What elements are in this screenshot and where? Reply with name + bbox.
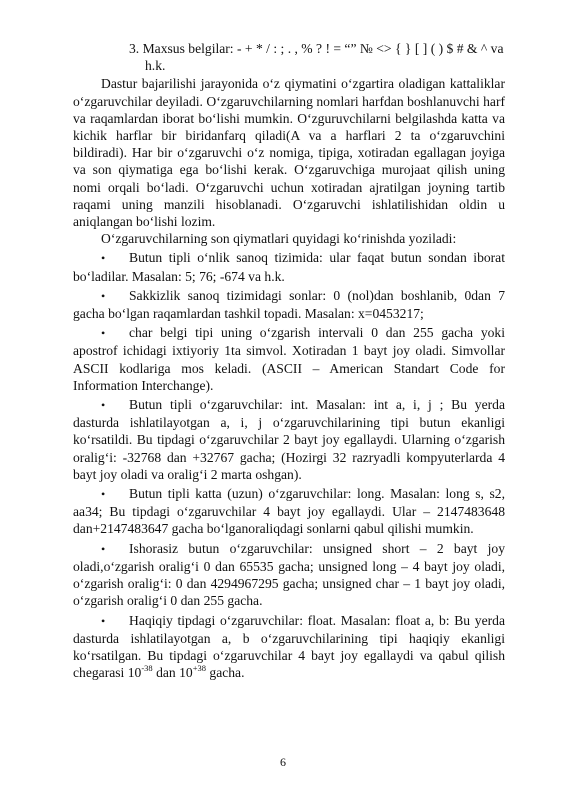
list-item-text: Sakkizlik sanoq tizimidagi sonlar: 0 (nol)dan boshlanib, 0dan 7 gacha bo‘lgan raqamlardan tashkil topadi. Masalan: x=0453217; xyxy=(73,287,505,322)
bullet-icon: • xyxy=(101,251,106,266)
bullet-icon: • xyxy=(101,326,106,341)
exponent-min: -38 xyxy=(141,663,153,674)
page-number: 6 xyxy=(280,755,286,769)
list-item xyxy=(73,324,505,394)
page-content xyxy=(73,40,505,681)
list-item-text-end: gacha. xyxy=(206,665,245,681)
special-symbols-item: 3. Maxsus belgilar: - + * / : ; . , % ? ! = “” № <> { } [ ] ( ) $ # & ^ va h.k. xyxy=(129,41,504,74)
list-item-text: Butun tipli o‘zgaruvchilar: int. Masalan: int a, i, j ; Bu yerda dasturda ishlatilayotgan a, i, j o‘zgaruvchilarining tipi butun ekanligi ko‘rsatildi. Bu tipdagi o‘zgaruvchilar 2 bayt joy egallaydi. Ularning o‘zgarish oralig‘i: -32768 dan +32767 gacha; (Hozirgi 32 razryadli kompyuterlarda 4 bayt joy oladi va oralig‘i 2 marta oshgan). xyxy=(73,397,505,482)
bullet-icon: • xyxy=(101,288,106,303)
list-item xyxy=(73,287,505,322)
bullet-icon: • xyxy=(101,398,106,413)
list-item xyxy=(73,249,505,284)
paragraph-variables-definition: Dastur bajarilishi jarayonida o‘z qiymatini o‘zgartira oladigan kattaliklar o‘zgaruvchilar deyiladi. O‘zgaruvchilarning nomlari harfdan boshlanuvchi harf va raqamlardan iborat bo‘lishi mumkin. O‘zguruvchilarni belgilashda katta va kichik harflar bir biridanfarq qiladi(A va a harflari 2 ta o‘zgaruvchini bildiradi). Har bir o‘zgaruvchi o‘z nomiga, tipiga, xotiradan egallagan joyiga va son qiymatiga ega bo‘lishi kerak. O‘zgaruvchiga murojaat qilish uning nomi orqali bo‘ladi. O‘zgaruvchi uchun xotiradan ajratilgan joyning tartib raqami uning manzili hisoblanadi. O‘zgaruvchi ishlatilishidan oldin u aniqlangan bo‘lishi lozim. xyxy=(73,76,505,230)
list-item-text: Butun tipli katta (uzun) o‘zgaruvchilar: long. Masalan: long s, s2, aa34; Bu tipdagi o‘zgaruvchilar 4 bayt joy egallaydi. Ular – 2147483648 dan+2147483647 gacha bo‘lganoraliqdagi sonlarni qabul qilishi mumkin. xyxy=(73,486,505,537)
list-item-float xyxy=(73,612,505,682)
bullet-icon: • xyxy=(101,541,106,556)
bullet-icon: • xyxy=(101,487,106,502)
paragraph-number-values-intro: O‘zgaruvchilarning son qiymatlari quyidagi ko‘rinishda yoziladi: xyxy=(101,231,457,247)
list-item-text: Ishorasiz butun o‘zgaruvchilar: unsigned short – 2 bayt joy oladi,o‘zgarish oralig‘i 0 dan 65535 gacha; unsigned long – 4 bayt joy oladi, o‘zgarish oralig‘i: 0 dan 4294967295 gacha; unsigned char – 1 bayt joy oladi, o‘zgarish oralig‘i 0 dan 255 gacha. xyxy=(73,540,505,609)
list-item-text: Haqiqiy tipdagi o‘zgaruvchilar: float. Masalan: float a, b: Bu yerda dasturda ishlatilayotgan a, b o‘zgaruvchilarining tipi haqiqiy ekanligi ko‘rsatilgan. Bu tipdagi o‘zgaruvchilar 4 bayt joy egallaydi va qabul qilish chegarasi 10 xyxy=(73,612,505,681)
exponent-max: +38 xyxy=(192,663,206,674)
list-item-text-mid: dan 10 xyxy=(152,665,193,681)
list-item xyxy=(73,540,505,610)
list-item-text: Butun tipli o‘nlik sanoq tizimida: ular faqat butun sondan iborat bo‘ladilar. Masalan: 5; 76; -674 va h.k. xyxy=(73,250,505,284)
list-item xyxy=(73,485,505,538)
bullet-icon: • xyxy=(101,613,106,628)
list-item xyxy=(73,396,505,483)
list-item-text: char belgi tipi uning o‘zgarish intervali 0 dan 255 gacha yoki apostrof ichidagi ixtiyoriy 1ta simvol. Xotiradan 1 bayt joy oladi. Simvollar ASCII kodlariga mos keladi. (ASCII – American Standart Code for Information Interchange). xyxy=(73,325,505,393)
